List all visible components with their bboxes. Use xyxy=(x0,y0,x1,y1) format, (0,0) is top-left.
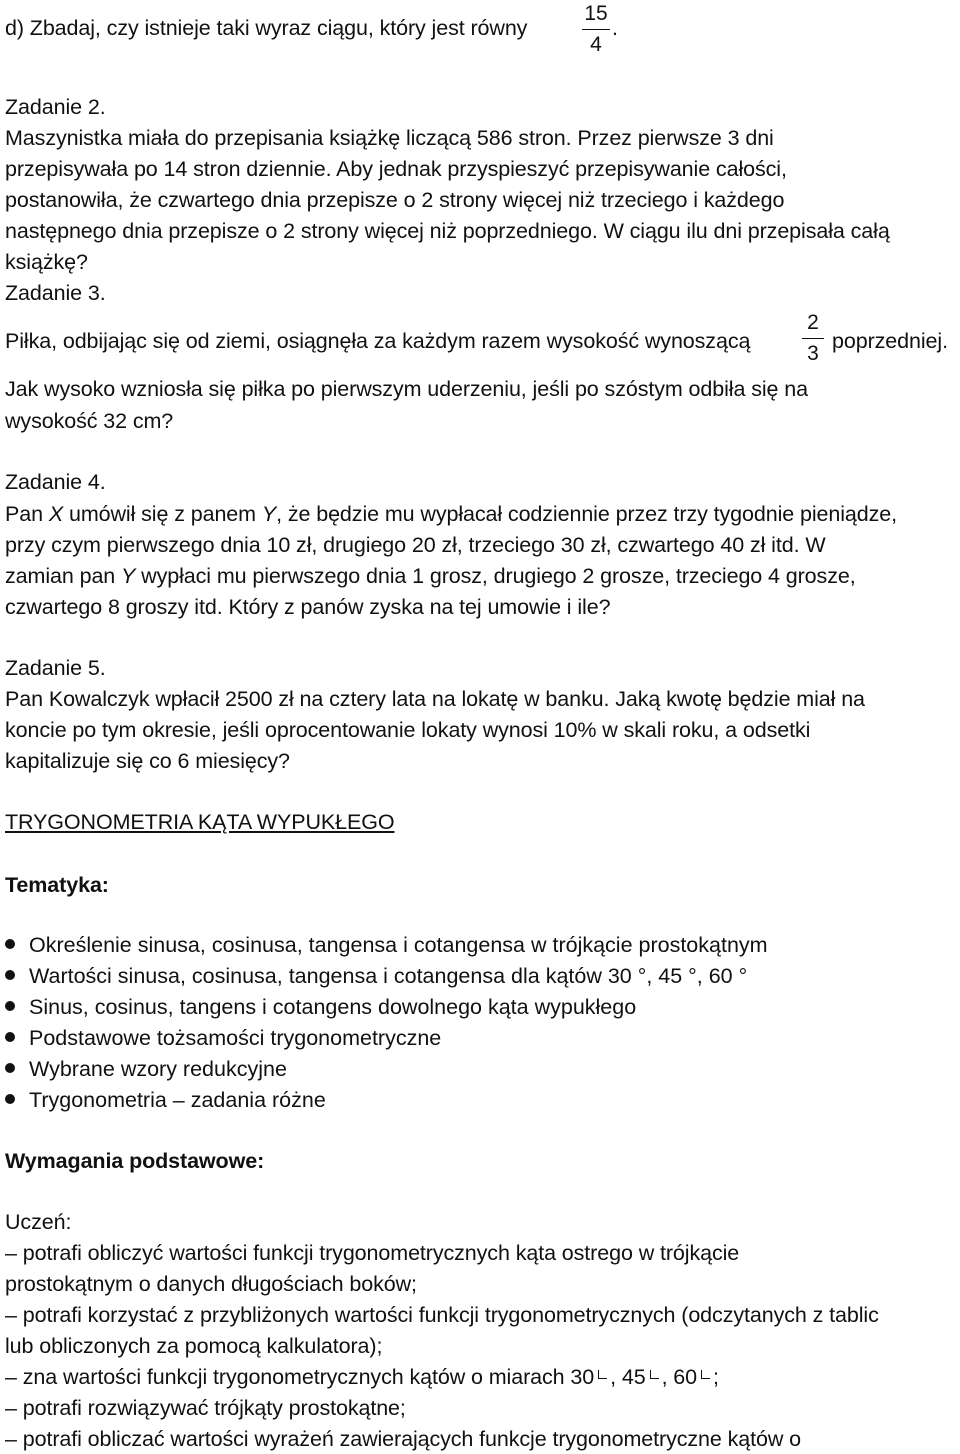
zadanie-3-line: wysokość 32 cm? xyxy=(5,409,174,433)
requirement-item xyxy=(5,1424,801,1454)
list-item xyxy=(5,930,768,960)
bullet-icon xyxy=(5,939,15,949)
zadanie-3-title: Zadanie 3. xyxy=(5,281,106,305)
wymagania-title: Wymagania podstawowe: xyxy=(5,1149,265,1173)
task-d-end: . xyxy=(612,16,618,40)
list-item-text: Określenie sinusa, cosinusa, tangensa i cotangensa w trójkącie prostokątnym xyxy=(29,933,768,957)
zadanie-5-title: Zadanie 5. xyxy=(5,656,106,680)
variable-x: X xyxy=(48,502,64,526)
zadanie-3-line-a: Piłka, odbijając się od ziemi, osiągnęła za każdym razem wysokość wynoszącą xyxy=(5,329,751,353)
list-item-text: Trygonometria – zadania różne xyxy=(29,1088,326,1112)
list-item-text: Wartości sinusa, cosinusa, tangensa i cotangensa dla kątów 30 °, 45 °, 60 ° xyxy=(29,964,748,988)
tematyka-title: Tematyka: xyxy=(5,873,109,897)
requirement-text: potrafi korzystać z przybliżonych wartości funkcji trygonometrycznych (odczytanych z tablic xyxy=(22,1303,879,1327)
zadanie-2-title: Zadanie 2. xyxy=(5,95,106,119)
fraction-denominator: 4 xyxy=(590,33,602,56)
zadanie-2-line: następnego dnia przepisze o 2 strony więcej niż poprzedniego. W ciągu ilu dni przepisała całą xyxy=(5,219,890,243)
zadanie-5-line: koncie po tym okresie, jeśli oprocentowanie lokaty wynosi 10% w skali roku, a odsetki xyxy=(5,718,811,742)
list-item xyxy=(5,961,747,991)
requirement-text: potrafi rozwiązywać trójkąty prostokątne; xyxy=(22,1396,406,1420)
requirement-text: potrafi obliczać wartości wyrażeń zawierających funkcje trygonometryczne kątów o xyxy=(22,1427,802,1451)
zadanie-2-line: postanowiła, że czwartego dnia przepisze o 2 strony więcej niż trzeciego i każdego xyxy=(5,188,785,212)
text-span: , że będzie mu wypłacał codziennie przez trzy tygodnie pieniądze, xyxy=(276,502,898,526)
task-d-line xyxy=(5,13,527,43)
zadanie-2-line: przepisywała po 14 stron dziennie. Aby jednak przyspieszyć przepisywanie całości, xyxy=(5,157,787,181)
uczen-label: Uczeń: xyxy=(5,1210,72,1234)
dash-icon: – xyxy=(5,1241,17,1265)
zadanie-4-line-4: czwartego 8 groszy itd. Który z panów zyska na tej umowie i ile? xyxy=(5,595,611,619)
dash-icon: – xyxy=(5,1396,17,1420)
bullet-icon xyxy=(5,1094,15,1104)
requirement-item xyxy=(5,1238,739,1268)
fraction-denominator: 3 xyxy=(807,342,819,365)
variable-y: Y xyxy=(121,564,136,588)
dash-icon: – xyxy=(5,1365,17,1389)
zadanie-5-line: kapitalizuje się co 6 miesięcy? xyxy=(5,749,290,773)
text-span: wypłaci mu pierwszego dnia 1 grosz, drugiego 2 grosze, trzeciego 4 grosze, xyxy=(135,564,856,588)
list-item xyxy=(5,1054,287,1084)
zadanie-3-line: Jak wysoko wzniosła się piłka po pierwszym uderzeniu, jeśli po szóstym odbiła się na xyxy=(5,377,808,401)
text-span: umówił się z panem xyxy=(63,502,262,526)
requirement-continuation: prostokątnym o danych długościach boków; xyxy=(5,1272,417,1296)
task-d-text: d) Zbadaj, czy istnieje taki wyraz ciągu, który jest równy xyxy=(5,16,528,40)
zadanie-4-title: Zadanie 4. xyxy=(5,470,106,494)
list-item-text: Wybrane wzory redukcyjne xyxy=(29,1057,287,1081)
dash-icon: – xyxy=(5,1303,17,1327)
list-item xyxy=(5,1085,326,1115)
fraction-numerator: 15 xyxy=(584,2,608,25)
requirement-item xyxy=(5,1362,719,1392)
requirement-text: potrafi obliczyć wartości funkcji trygonometrycznych kąta ostrego w trójkącie xyxy=(22,1241,740,1265)
zadanie-5-line: Pan Kowalczyk wpłacił 2500 zł na cztery lata na lokatę w banku. Jaką kwotę będzie miał na xyxy=(5,687,865,711)
fraction-bar xyxy=(582,29,610,30)
list-item xyxy=(5,992,636,1022)
requirement-text: , 60 xyxy=(661,1365,698,1389)
zadanie-4-line-1 xyxy=(5,499,897,529)
text-span: zamian pan xyxy=(5,564,122,588)
text-span: Pan xyxy=(5,502,49,526)
zadanie-4-line-2: przy czym pierwszego dnia 10 zł, drugiego 20 zł, trzeciego 30 zł, czwartego 40 zł itd. W xyxy=(5,533,826,557)
bullet-icon xyxy=(5,1001,15,1011)
requirement-text: zna wartości funkcji trygonometrycznych kątów o miarach 30 xyxy=(22,1365,595,1389)
list-item-text: Sinus, cosinus, tangens i cotangens dowolnego kąta wypukłego xyxy=(29,995,637,1019)
fraction-bar xyxy=(802,338,824,339)
requirement-item xyxy=(5,1300,879,1330)
zadanie-2-line: książkę? xyxy=(5,250,88,274)
dash-icon: – xyxy=(5,1427,17,1451)
requirement-continuation: lub obliczonych za pomocą kalkulatora); xyxy=(5,1334,383,1358)
requirement-item xyxy=(5,1393,406,1423)
bullet-icon xyxy=(5,1063,15,1073)
variable-y: Y xyxy=(261,502,277,526)
bullet-icon xyxy=(5,1032,15,1042)
zadanie-4-line-3 xyxy=(5,561,856,591)
list-item xyxy=(5,1023,441,1053)
fraction-15-4 xyxy=(582,2,610,57)
fraction-2-3 xyxy=(802,311,824,366)
zadanie-2-line: Maszynistka miała do przepisania książkę liczącą 586 stron. Przez pierwsze 3 dni xyxy=(5,126,774,150)
fraction-numerator: 2 xyxy=(807,311,819,334)
requirement-text: , 45 xyxy=(610,1365,646,1389)
list-item-text: Podstawowe tożsamości trygonometryczne xyxy=(29,1026,442,1050)
section-title: TRYGONOMETRIA KĄTA WYPUKŁEGO xyxy=(5,810,395,834)
requirement-text: ; xyxy=(713,1365,719,1389)
bullet-icon xyxy=(5,970,15,980)
zadanie-3-line-b: poprzedniej. xyxy=(832,329,948,353)
